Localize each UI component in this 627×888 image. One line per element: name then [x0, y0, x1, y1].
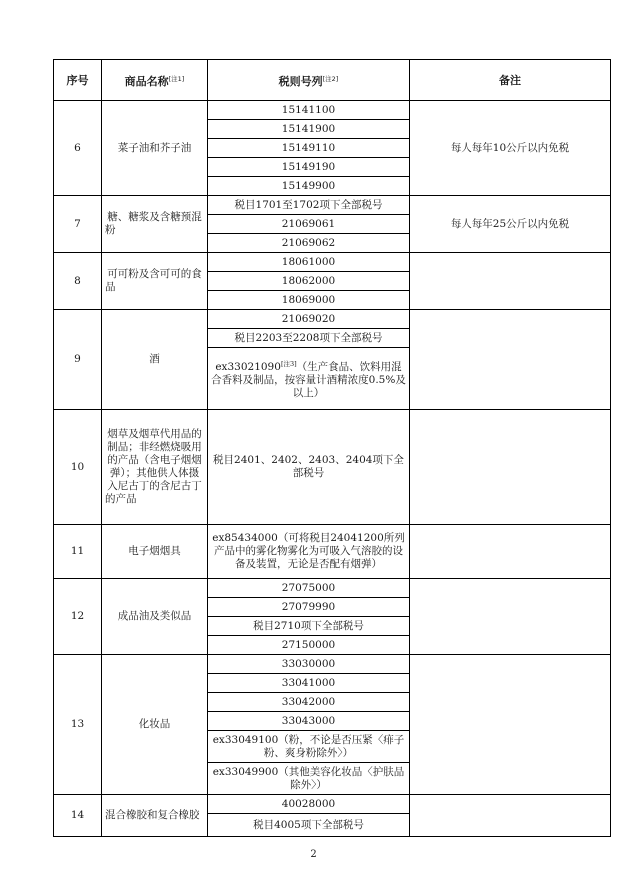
- tariff-code: 15141100: [208, 101, 410, 120]
- tariff-code: 18062000: [208, 272, 410, 291]
- tariff-code: 18061000: [208, 253, 410, 272]
- product-name: 酒: [102, 310, 208, 410]
- product-name: 成品油及类似品: [102, 579, 208, 655]
- note-3-ref: [注3]: [280, 359, 297, 368]
- remark: [410, 525, 611, 579]
- remark: [410, 795, 611, 837]
- table-row: [54, 310, 611, 329]
- note-2-ref: [注2]: [322, 74, 339, 83]
- remark: 每人每年25公斤以内免税: [410, 196, 611, 253]
- header-remark: 备注: [410, 60, 611, 101]
- tariff-code: 33043000: [208, 712, 410, 731]
- tariff-code: 33041000: [208, 674, 410, 693]
- remark: [410, 410, 611, 525]
- table-row: [54, 196, 611, 215]
- tariff-code: 27075000: [208, 579, 410, 598]
- serial-number: 10: [54, 410, 102, 525]
- note-1-ref: [注1]: [168, 74, 185, 83]
- table-row: [54, 525, 611, 579]
- product-name: 可可粉及含可可的食品: [102, 253, 208, 310]
- tariff-code: 18069000: [208, 291, 410, 310]
- serial-number: 13: [54, 655, 102, 795]
- tariff-code: 15149900: [208, 177, 410, 196]
- product-name: 烟草及烟草代用品的制品；非经燃烧吸用的产品（含电子烟烟弹）；其他供人体摄入尼古丁的含尼古丁的产品: [102, 410, 208, 525]
- table-row: [54, 101, 611, 120]
- product-name: 混合橡胶和复合橡胶: [102, 795, 208, 837]
- serial-number: 8: [54, 253, 102, 310]
- header-tariff-code: 税则号列[注2]: [208, 60, 410, 101]
- product-name: 菜子油和芥子油: [102, 101, 208, 196]
- table-row: [54, 655, 611, 674]
- remark: [410, 310, 611, 410]
- product-name: 糖、糖浆及含糖预混粉: [102, 196, 208, 253]
- product-name: 化妆品: [102, 655, 208, 795]
- tariff-code: 33042000: [208, 693, 410, 712]
- table-row: [54, 579, 611, 598]
- serial-number: 9: [54, 310, 102, 410]
- header-row: [54, 60, 611, 101]
- tariff-code: ex85434000（可将税目24041200所列产品中的雾化物雾化为可吸入气溶胶的设备及装置，无论是否配有烟弹）: [208, 525, 410, 579]
- tariff-code: 40028000: [208, 795, 410, 814]
- tariff-code: 21069061: [208, 215, 410, 234]
- tariff-code: 33030000: [208, 655, 410, 674]
- tariff-code: ex33049100（粉，不论是否压紧〈痱子粉、爽身粉除外〉）: [208, 731, 410, 763]
- product-name: 电子烟烟具: [102, 525, 208, 579]
- serial-number: 6: [54, 101, 102, 196]
- tariff-code: 21069020: [208, 310, 410, 329]
- remark: [410, 253, 611, 310]
- tariff-code: 27079990: [208, 598, 410, 617]
- tariff-code: ex33049900（其他美容化妆品〈护肤品除外〉）: [208, 763, 410, 795]
- tariff-code-ex: ex33021090[注3]（生产食品、饮料用混合香料及制品，按容量计酒精浓度0.5%及以上）: [208, 348, 410, 410]
- tariff-table: [53, 59, 611, 837]
- table-row: [54, 253, 611, 272]
- tariff-code: 税目4005项下全部税号: [208, 814, 410, 837]
- serial-number: 7: [54, 196, 102, 253]
- tariff-code: 税目1701至1702项下全部税号: [208, 196, 410, 215]
- table-row: [54, 795, 611, 814]
- header-product-name: 商品名称[注1]: [102, 60, 208, 101]
- serial-number: 11: [54, 525, 102, 579]
- tariff-code: 15141900: [208, 120, 410, 139]
- tariff-code: 税目2710项下全部税号: [208, 617, 410, 636]
- tariff-code: 税目2401、2402、2403、2404项下全部税号: [208, 410, 410, 525]
- tariff-code: 27150000: [208, 636, 410, 655]
- tariff-code: 15149190: [208, 158, 410, 177]
- serial-number: 14: [54, 795, 102, 837]
- tariff-code: 15149110: [208, 139, 410, 158]
- tariff-code: 税目2203至2208项下全部税号: [208, 329, 410, 348]
- remark: [410, 655, 611, 795]
- header-serial: 序号: [54, 60, 102, 101]
- serial-number: 12: [54, 579, 102, 655]
- remark: [410, 579, 611, 655]
- page-number: 2: [310, 849, 317, 860]
- remark: 每人每年10公斤以内免税: [410, 101, 611, 196]
- tariff-code: 21069062: [208, 234, 410, 253]
- table-row: [54, 410, 611, 525]
